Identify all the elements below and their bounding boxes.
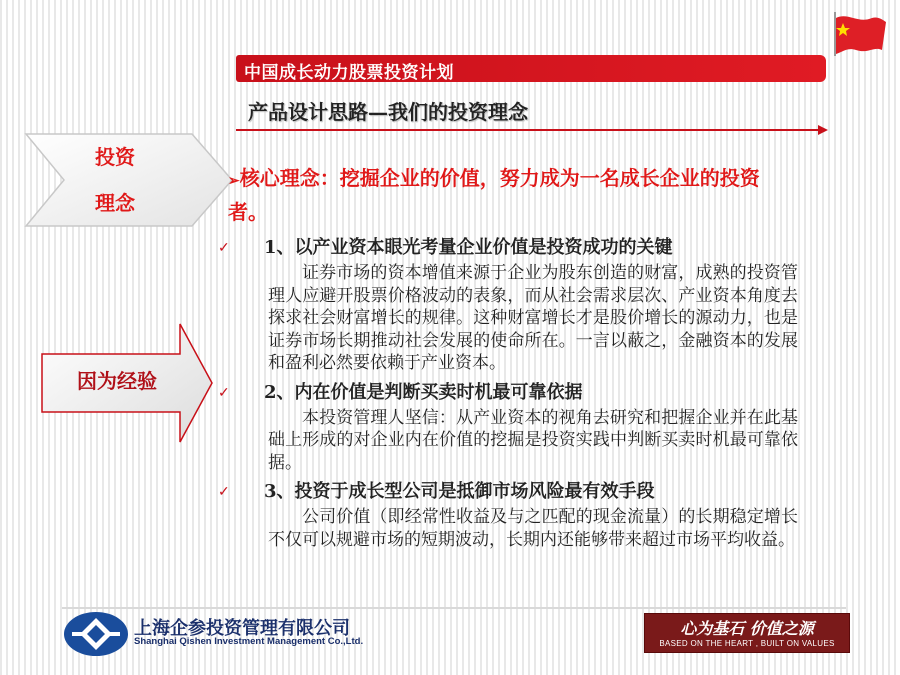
company-name-cn: 上海企参投资管理有限公司	[134, 618, 350, 639]
list-item-body	[218, 407, 798, 475]
checkmark-icon: ✓	[218, 384, 230, 401]
list-item-body-text: 公司价值（即经常性收益及与之匹配的现金流量）的长期稳定增长不仅可以规避市场的短期波动，长期内还能够带来超过市场平均收益。	[268, 507, 798, 550]
list-item	[218, 379, 798, 475]
arrow-bullet-icon: ➢	[228, 173, 240, 189]
footer-divider	[62, 607, 846, 609]
core-idea-text: 核心理念：挖掘企业的价值，努力成为一名成长企业的投资者。	[228, 166, 760, 224]
list-item-heading	[218, 478, 798, 506]
china-flag-icon	[828, 8, 890, 56]
list-item-body-text: 本投资管理人坚信：从产业资本的视角去研究和把握企业并在此基础上形成的对企业内在价值的挖掘是投资实践中判断买卖时机最可靠依据。	[268, 407, 798, 473]
list-item-body	[218, 262, 798, 375]
company-name-en: Shanghai Qishen Investment Management Co.,Ltd.	[134, 636, 364, 647]
experience-label: 因为经验	[77, 369, 157, 393]
invest-idea-label-line2: 理念	[95, 191, 135, 215]
slogan-banner	[644, 613, 850, 653]
principles-list	[218, 234, 798, 551]
list-item-heading	[218, 379, 798, 407]
slogan-en: BASED ON THE HEART , BUILT ON VALUES	[659, 639, 835, 648]
list-item	[218, 478, 798, 551]
list-item-heading-text: 1、以产业资本眼光考量企业价值是投资成功的关键	[264, 237, 673, 258]
slogan-cn: 心为基石 价值之源	[680, 619, 814, 638]
list-item-heading-text: 2、内在价值是判断买卖时机最可靠依据	[264, 381, 583, 403]
header-divider	[236, 129, 826, 131]
list-item-heading-text: 3、投资于成长型公司是抵御市场风险最有效手段	[264, 481, 655, 502]
page-subtitle: 产品设计思路—我们的投资理念	[248, 100, 528, 124]
page-title: 中国成长动力股票投资计划	[244, 63, 454, 83]
checkmark-icon: ✓	[218, 240, 230, 256]
list-item-body	[218, 506, 798, 551]
list-item	[218, 234, 798, 375]
company-logo-icon	[62, 610, 130, 658]
list-item-heading	[218, 234, 798, 262]
list-item-body-text: 证券市场的资本增值来源于企业为股东创造的财富，成熟的投资管理人应避开股票价格波动的表象，而从社会需求层次、产业资本角度去探求社会财富增长的规律。这种财富增长才是股价增长的源动力，也是证券市场长期推动社会发展的使命所在。一言以蔽之，金融资本的发展和盈利必然要依赖于产业资本。	[268, 263, 798, 373]
core-idea	[228, 163, 788, 228]
checkmark-icon: ✓	[218, 484, 230, 500]
header-bar	[236, 55, 826, 82]
invest-idea-label-line1: 投资	[95, 145, 135, 169]
invest-idea-label	[70, 134, 160, 226]
